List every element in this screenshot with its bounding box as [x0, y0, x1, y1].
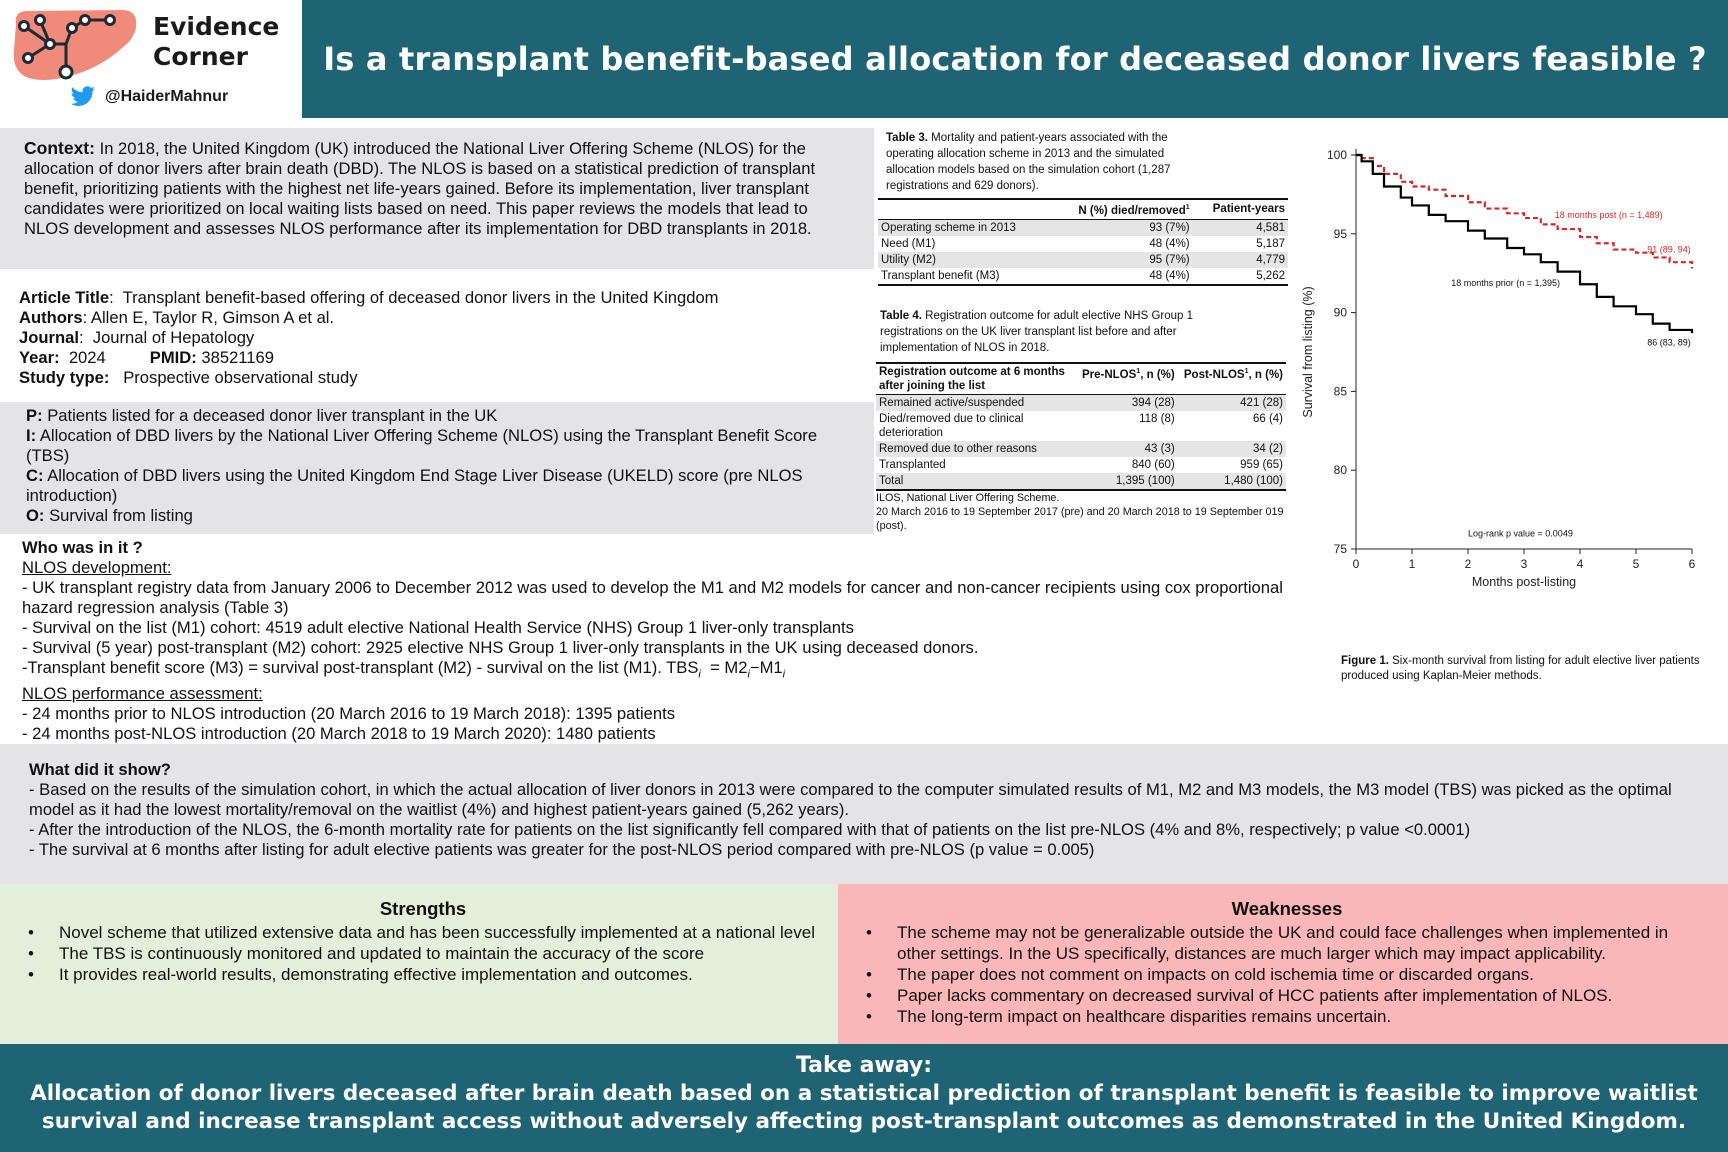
- bullet-icon: •: [866, 923, 872, 942]
- study-type-row: [19, 368, 854, 388]
- year-label: Year:: [19, 348, 60, 367]
- table-3-grid: [878, 198, 1288, 286]
- pico-p: [26, 406, 854, 426]
- tbs-text: -Transplant benefit score (M3) = survival post-transplant (M2) - survival on the list (M1). TBS: [22, 658, 699, 677]
- journal: Journal of Hepatology: [92, 328, 255, 347]
- table-row: [876, 473, 1286, 490]
- table-header: Registration outcome at 6 months after joining the list: [876, 363, 1076, 395]
- who-heading: Who was in it ?: [22, 538, 143, 557]
- pico-p-label: P:: [26, 406, 43, 425]
- list-item-text: The TBS is continuously monitored and updated to maintain the accuracy of the score: [59, 944, 705, 963]
- table-row: [878, 219, 1288, 236]
- table-cell: Utility (M2): [878, 252, 1050, 268]
- bullet-icon: •: [866, 965, 872, 984]
- twitter-bird-icon: [70, 86, 96, 108]
- x-tick-label: 3: [1520, 557, 1528, 571]
- y-tick-label: 75: [1333, 542, 1347, 556]
- series-label-prior: 18 months prior (n = 1,395): [1451, 277, 1561, 288]
- study-type-label: Study type:: [19, 368, 110, 387]
- table-cell: 4,581: [1193, 219, 1288, 236]
- series-line-prior: [1356, 155, 1692, 333]
- y-tick-label: 85: [1333, 384, 1347, 399]
- table-header-sup: 1: [1185, 204, 1190, 211]
- takeaway-section: [0, 1044, 1728, 1152]
- takeaway-text: Allocation of donor livers deceased after brain death based on a statistical prediction of transplant benefit is feasible to improve waitlist survival and increase transplant access without adversely affecting post-transplant outcomes as demonstrated in the United Kingdom.: [30, 1081, 1698, 1134]
- list-item-text: The paper does not comment on impacts on cold ischemia time or discarded organs.: [897, 965, 1534, 984]
- y-axis-title: Survival from listing (%): [1301, 286, 1315, 418]
- dev-line: - Survival on the list (M1) cohort: 4519 adult elective National Health Service (NHS) Group 1 liver-only transplants: [22, 618, 854, 637]
- pico-i: [26, 426, 854, 466]
- journal-label: Journal: [19, 328, 79, 347]
- table-cell: 118 (8): [1139, 413, 1175, 425]
- list-item: [28, 922, 818, 943]
- table-cell: 5,262: [1193, 268, 1288, 285]
- table-4-notes: [876, 491, 1296, 533]
- logo-area: [0, 0, 302, 118]
- list-item: [28, 943, 818, 964]
- context-text: In 2018, the United Kingdom (UK) introduced the National Liver Offering Scheme (NLOS) for the allocation of donor livers after brain death (DBD). The NLOS is based on a statistical prediction of transplant benefit, prioritizing patients with the highest net life-years gained. Before its implementation, liver transplant candidates were prioritized on local waiting lists based on need. This paper reviews the models that lead to NLOS development and assesses NLOS performance after its implementation for DBD transplants in 2018.: [24, 139, 816, 238]
- table-header-text: Pre-NLOS: [1081, 368, 1137, 381]
- pico-section: [0, 402, 874, 534]
- table-4-caption: [880, 308, 1215, 356]
- table-cell: 5,187: [1256, 237, 1285, 250]
- table-cell: 1,480 (100): [1178, 473, 1286, 490]
- table-note: ILOS, National Liver Offering Scheme.: [876, 492, 1060, 504]
- y-tick-label: 100: [1326, 148, 1347, 162]
- table-header-text: N (%) died/removed: [1078, 204, 1186, 217]
- x-tick-label: 4: [1576, 557, 1584, 571]
- table-cell: 95 (7%): [1050, 252, 1193, 268]
- results-section: [0, 744, 1728, 884]
- article-title-label: Article Title: [19, 288, 110, 307]
- tbs-subscript: i: [698, 668, 701, 681]
- table-cell: 840 (60): [1131, 459, 1175, 471]
- list-item: [28, 964, 818, 985]
- weaknesses-section: [838, 884, 1728, 1044]
- table-row: [876, 457, 1286, 473]
- list-item: [866, 922, 1708, 964]
- context-label: Context:: [24, 138, 95, 158]
- article-title-row: Article Title: Transplant benefit-based offering of deceased donor livers in the United Kingdom: [19, 288, 719, 307]
- brand-line-1: Evidence: [153, 12, 280, 41]
- brand-name: [153, 12, 279, 72]
- pico-c: [26, 466, 854, 506]
- pico-o-text: Survival from listing: [49, 506, 193, 525]
- weaknesses-title: Weaknesses: [1231, 898, 1343, 919]
- table-3-caption: [886, 130, 1206, 194]
- strengths-section: [0, 884, 838, 1044]
- figure-caption-text: Six-month survival from listing for adult elective liver patients produced using Kaplan-Meier methods.: [1341, 655, 1700, 682]
- series-label-post: 18 months post (n = 1,489): [1554, 210, 1663, 221]
- table-cell: 421 (28): [1178, 395, 1286, 412]
- table-cell: Died/removed due to clinical deterioration: [879, 413, 1024, 439]
- x-tick-label: 5: [1632, 557, 1640, 571]
- table-row: [878, 268, 1288, 285]
- pico-i-label: I:: [26, 426, 37, 445]
- year-pmid-row: [19, 348, 854, 368]
- list-item-text: The long-term impact on healthcare disparities remains uncertain.: [897, 1007, 1392, 1026]
- y-tick-label: 80: [1333, 463, 1347, 478]
- x-tick-label: 0: [1352, 557, 1360, 571]
- table-note: 20 March 2016 to 19 September 2017 (pre) and 20 March 2018 to 19 September 019 (post).: [876, 506, 1284, 532]
- figure-caption-label: Figure 1.: [1341, 655, 1389, 667]
- table-4-caption-label: Table 4.: [880, 310, 922, 322]
- study-type: Prospective observational study: [123, 368, 358, 387]
- pico-p-text: Patients listed for a deceased donor liver transplant in the UK: [47, 406, 498, 425]
- list-item-text: Novel scheme that utilized extensive data and has been successfully implemented at a national level: [59, 923, 815, 942]
- table-4-caption-text: Registration outcome for adult elective NHS Group 1 registrations on the UK liver transplant list before and after implementation of NLOS in 2018.: [880, 310, 1193, 354]
- table-cell: 66 (4): [1252, 413, 1283, 425]
- table-cell: 48 (4%): [1149, 237, 1190, 250]
- table-cell: 43 (3): [1076, 441, 1178, 457]
- takeaway-label: Take away:: [795, 1053, 933, 1078]
- tbs-formula: = M2: [710, 658, 748, 677]
- table-header-suffix: , n (%): [1248, 368, 1283, 381]
- tbs-subscript: i: [747, 668, 750, 681]
- y-tick-label: 95: [1333, 226, 1347, 241]
- page-title: Is a transplant benefit-based allocation for deceased donor livers feasible ?: [323, 40, 1707, 78]
- list-item: [866, 1006, 1708, 1027]
- table-cell: 34 (2): [1178, 441, 1286, 457]
- list-item-text: Paper lacks commentary on decreased survival of HCC patients after implementation of NLOS.: [897, 986, 1613, 1005]
- table-header: [1076, 363, 1178, 395]
- table-cell: Operating scheme in 2013: [878, 219, 1050, 236]
- pico-o: [26, 506, 854, 526]
- bullet-icon: •: [28, 944, 34, 963]
- context-section: [0, 128, 874, 269]
- table-4-grid: [876, 362, 1286, 491]
- bullet-icon: •: [866, 1007, 872, 1026]
- table-cell: 48 (4%): [1050, 268, 1193, 285]
- bullet-icon: •: [28, 965, 34, 984]
- table-3-caption-text: Mortality and patient-years associated with the operating allocation scheme in 2013 and the simulated allocation models based on the simulation cohort (1,287 registrations and 629 donors).: [886, 132, 1171, 192]
- table-header-row: [876, 363, 1286, 395]
- table-cell: Removed due to other reasons: [876, 441, 1076, 457]
- table-cell: Transplant benefit (M3): [878, 268, 1050, 285]
- table-3-caption-label: Table 3.: [886, 132, 928, 144]
- table-cell: 93 (7%): [1050, 219, 1193, 236]
- table-cell: Need (M1): [881, 237, 936, 250]
- pico-c-label: C:: [26, 466, 44, 485]
- table-4: [876, 310, 1286, 491]
- pmid-label: PMID:: [149, 348, 197, 367]
- x-tick-label: 1: [1408, 557, 1416, 571]
- table-cell: 1,395 (100): [1076, 473, 1178, 490]
- table-header-sup: 1: [1244, 368, 1249, 375]
- table-header: [878, 199, 1050, 219]
- bullet-icon: •: [28, 923, 34, 942]
- x-axis-title: Months post-listing: [1471, 575, 1577, 589]
- table-row: [876, 441, 1286, 457]
- authors: Allen E, Taylor R, Gimson A et al.: [90, 308, 335, 327]
- dev-line: - Survival (5 year) post-transplant (M2) cohort: 2925 elective NHS Group 1 liver-only transplants in the UK using deceased donors.: [22, 638, 979, 657]
- article-info: [0, 286, 874, 394]
- table-header: [1050, 199, 1193, 219]
- chart-labels: [1301, 210, 1691, 589]
- table-row: [878, 236, 1288, 252]
- table-header-suffix: , n (%): [1140, 368, 1175, 381]
- tbs-subscript: i: [782, 668, 786, 681]
- table-header-sup: 1: [1136, 368, 1141, 375]
- table-header: Patient-years: [1193, 199, 1288, 219]
- dev-heading: NLOS development:: [22, 558, 172, 577]
- assess-line: - 24 months post-NLOS introduction (20 March 2018 to 19 March 2020): 1480 patients: [22, 724, 656, 744]
- pico-o-label: O:: [26, 506, 45, 525]
- list-item-text: It provides real-world results, demonstrating effective implementation and outcomes.: [59, 965, 693, 984]
- series-end-label-prior: 86 (83, 89): [1647, 337, 1691, 348]
- table-cell: 394 (28): [1076, 395, 1178, 412]
- pico-c-text: Allocation of DBD livers using the United Kingdom End Stage Liver Disease (UKELD) score (pre NLOS introduction): [26, 466, 803, 505]
- results-line: - The survival at 6 months after listing for adult elective patients was greater for the post-NLOS period compared with pre-NLOS (p value = 0.005): [29, 840, 1095, 859]
- results-line: - After the introduction of the NLOS, the 6-month mortality rate for patients on the list significantly fell compared with that of patients on the list pre-NLOS (4% and 8%, respectively; p value <0.0001): [29, 820, 1471, 839]
- strengths-title: Strengths: [379, 898, 467, 919]
- year: 2024: [68, 348, 106, 367]
- evidence-corner-logo-icon: [10, 6, 140, 86]
- table-header-row: [878, 199, 1288, 219]
- tbs-formula-2: −M1: [749, 658, 783, 677]
- table-cell: Remained active/suspended: [876, 395, 1076, 412]
- tbs-line: [22, 658, 1290, 684]
- table-header-text: Post-NLOS: [1183, 368, 1245, 381]
- series-end-label-post: 91 (89, 94): [1647, 244, 1691, 255]
- table-cell: 4,779: [1193, 252, 1288, 268]
- authors-row: Authors: Allen E, Taylor R, Gimson A et al.: [19, 308, 335, 327]
- authors-label: Authors: [19, 308, 83, 327]
- twitter-handle[interactable]: @HaiderMahnur: [105, 88, 229, 105]
- list-item-text: The scheme may not be generalizable outside the UK and could face challenges when implemented in other settings. In the US specifically, distances are much larger which may impact applicability.: [897, 923, 1669, 963]
- chart-series: [1356, 155, 1692, 333]
- table-cell: 959 (65): [1240, 459, 1283, 471]
- figure-caption: [1341, 654, 1701, 684]
- assess-line: - 24 months prior to NLOS introduction (20 March 2016 to 19 March 2018): 1395 patients: [22, 704, 676, 724]
- title-bar: [302, 0, 1728, 118]
- table-3: [878, 132, 1288, 286]
- table-cell: Transplanted: [879, 459, 946, 471]
- dev-line: - UK transplant registry data from January 2006 to December 2012 was used to develop the M1 and M2 models for cancer and non-cancer recipients using cox proportional hazard regression analysis (Table 3): [22, 578, 1283, 617]
- list-item: [866, 964, 1708, 985]
- km-chart: [1290, 130, 1710, 650]
- pico-i-text: Allocation of DBD livers by the National Liver Offering Scheme (NLOS) using the Transplant Benefit Score (TBS): [26, 426, 818, 465]
- journal-row: Journal: Journal of Hepatology: [19, 328, 255, 347]
- who-section: [0, 536, 1310, 744]
- table-header: [1178, 363, 1286, 395]
- list-item: [866, 985, 1708, 1006]
- table-cell: Total: [876, 473, 1076, 490]
- table-row: [878, 252, 1288, 268]
- table-row: [876, 411, 1286, 441]
- brand-line-2: Corner: [153, 42, 248, 71]
- results-heading: What did it show?: [29, 760, 171, 779]
- x-tick-label: 6: [1688, 557, 1696, 571]
- table-row: [876, 395, 1286, 412]
- bullet-icon: •: [866, 986, 872, 1005]
- y-tick-label: 90: [1333, 305, 1347, 320]
- x-tick-label: 2: [1464, 557, 1472, 571]
- chart-annotation: Log-rank p value = 0.0049: [1468, 528, 1573, 539]
- article-title: Transplant benefit-based offering of deceased donor livers in the United Kingdom: [122, 288, 719, 307]
- pmid[interactable]: 38521169: [201, 348, 274, 367]
- results-line: - Based on the results of the simulation cohort, in which the actual allocation of liver donors in 2013 were compared to the computer simulated results of M1, M2 and M3 models, the M3 model (TBS) was picked as the optimal model as it had the lowest mortality/removal on the waitlist (4%) and highest patient-years gained (5,262 years).: [29, 780, 1672, 819]
- assess-heading: NLOS performance assessment:: [22, 684, 263, 704]
